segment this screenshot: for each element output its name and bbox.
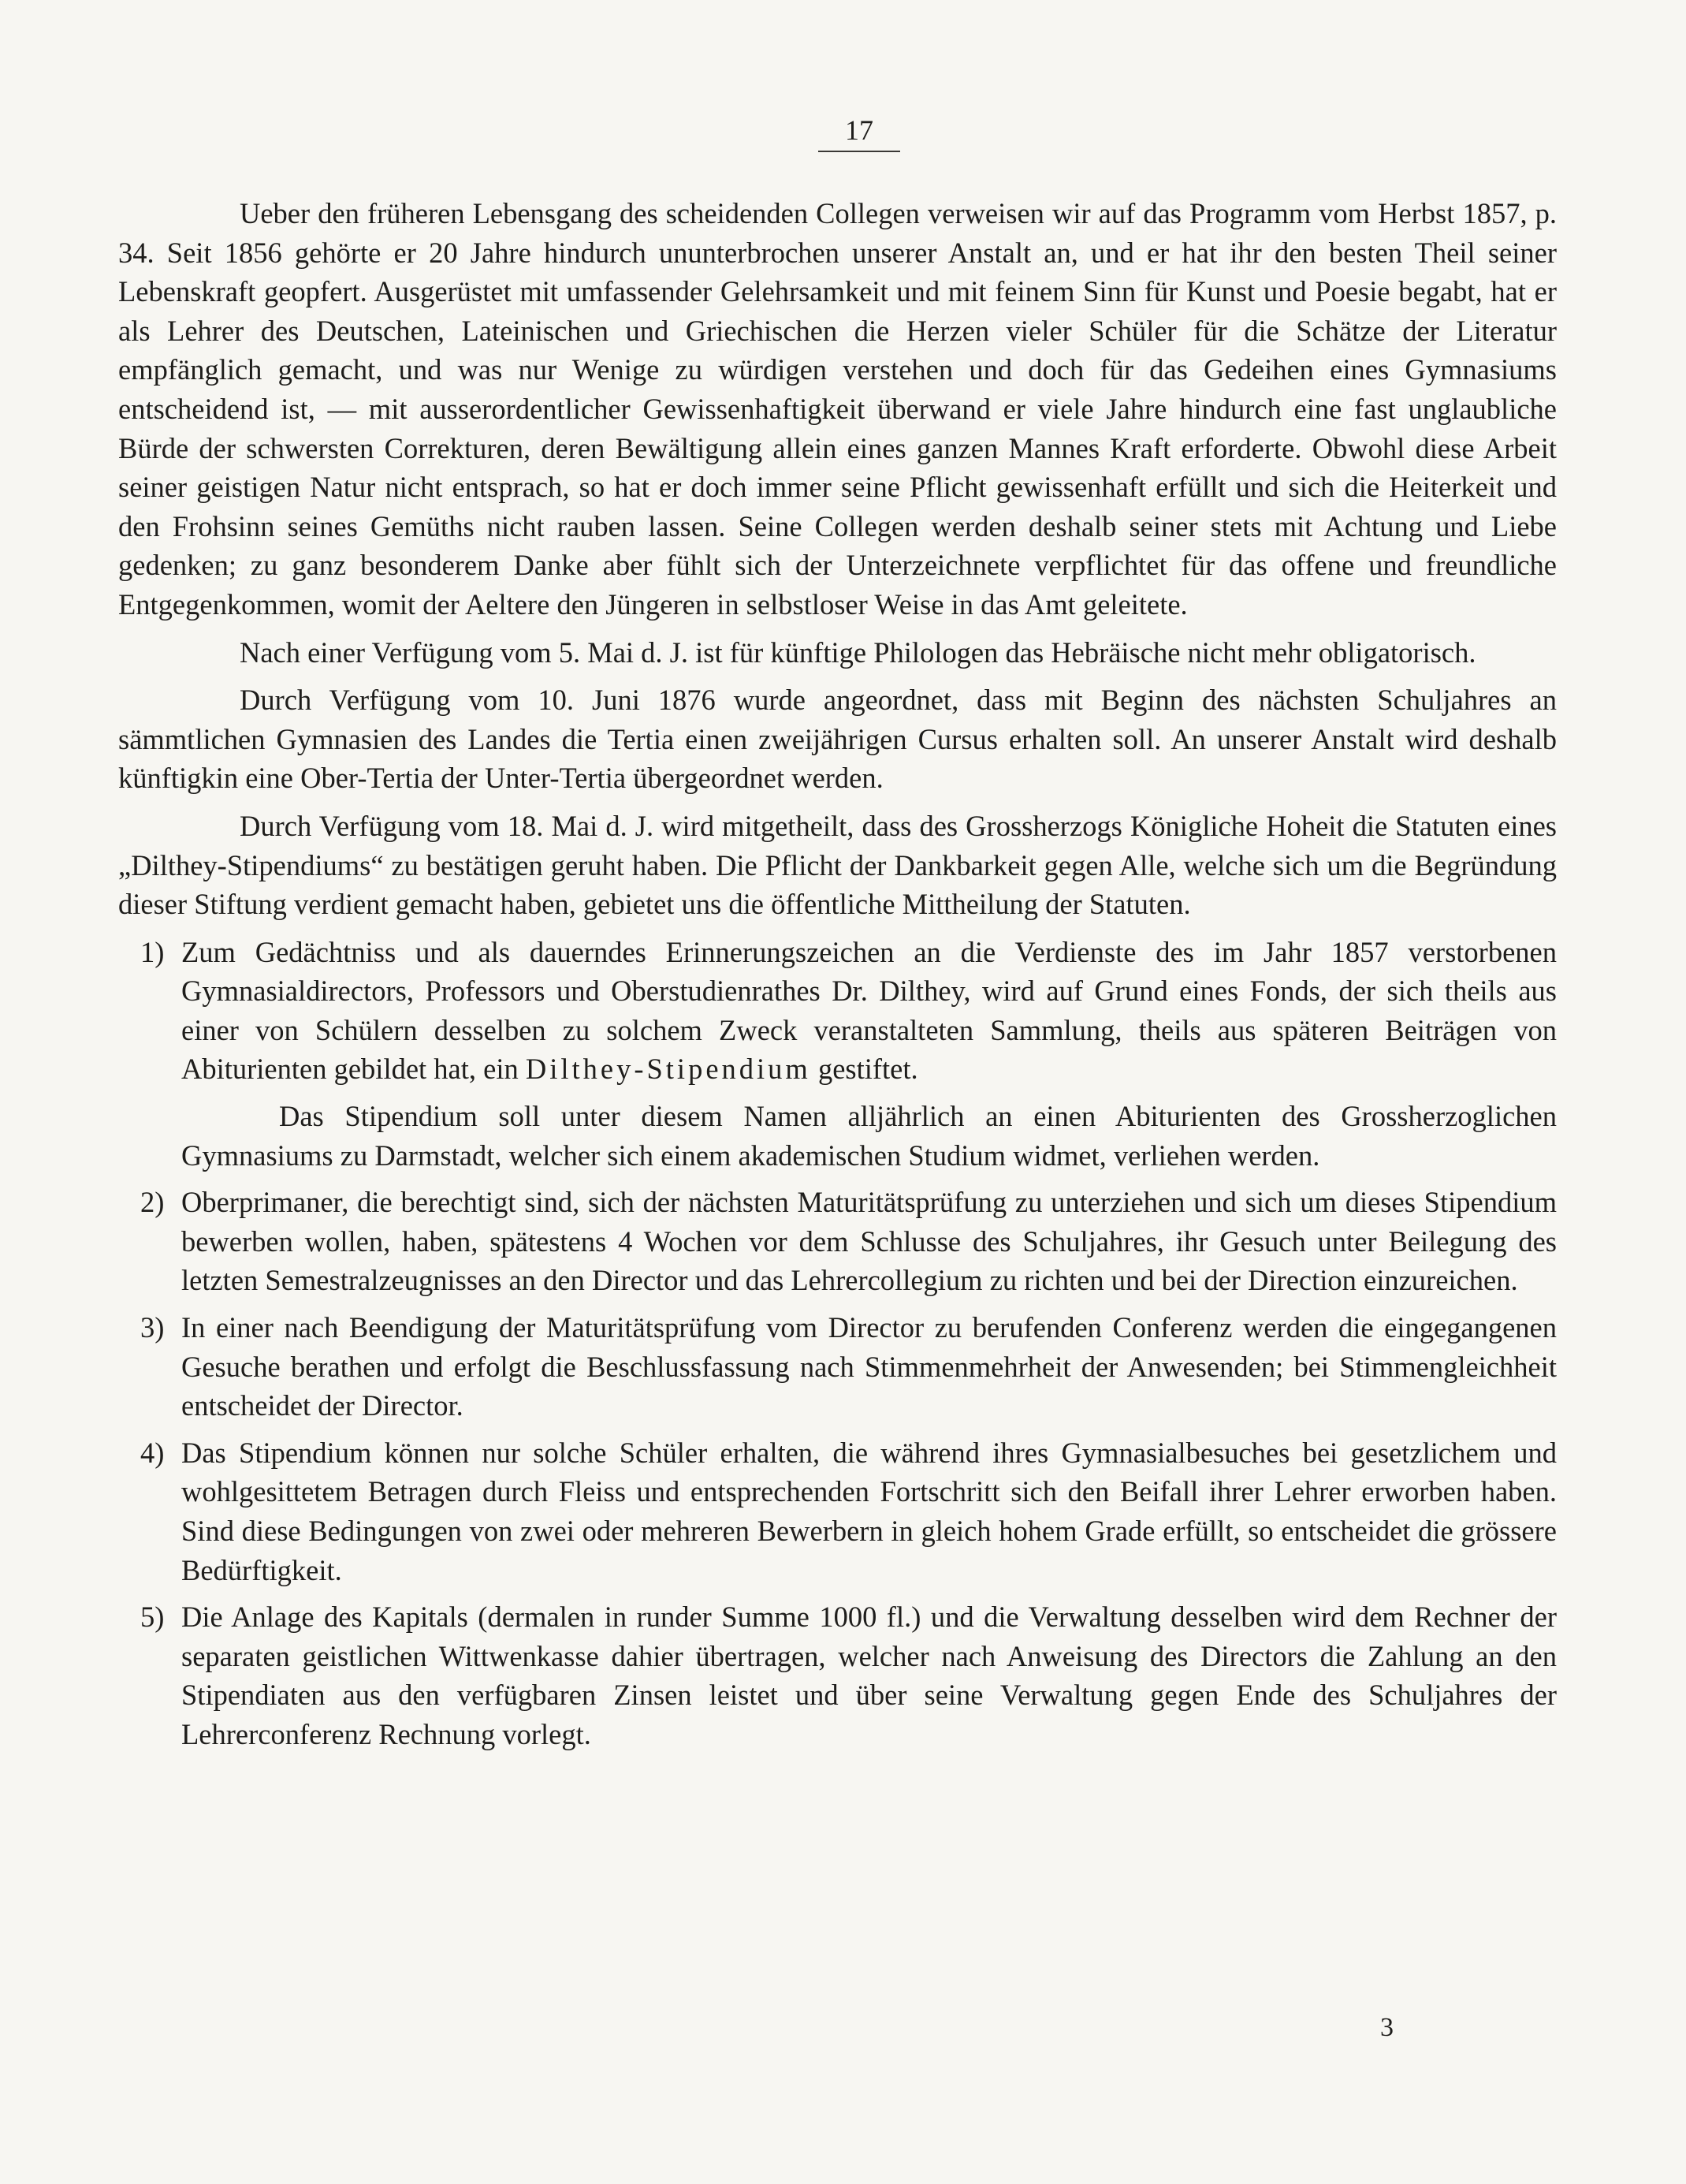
paragraph-hebrew: Nach einer Verfügung vom 5. Mai d. J. ist für künftige Philologen das Hebräische nicht mehr obligatorisch. xyxy=(240,635,1476,669)
paragraph-tertia: Durch Verfügung vom 10. Juni 1876 wurde angeordnet, dass mit Beginn des nächsten Schuljahres an sämmtlichen Gymnasien des Landes die Tertia einen zweijährigen Cursus erhalten soll. An unserer Anstalt wird deshalb künftigkin eine Ober-Tertia der Unter-Tertia übergeordnet werden. xyxy=(118,684,1557,795)
statute-text: Oberprimaner, die berechtigt sind, sich der nächsten Maturitätsprüfung zu unterziehen und sich um dieses Stipendium bewerben wollen, haben, spätestens 4 Wochen vor dem Schlusse des Schuljahres, ihr Gesuch unter Beilegung des letzten Semestralzeugnisses an den Director und das Lehrercollegium zu richten und bei der Direction einzureichen. xyxy=(181,1186,1557,1297)
statute-text-before: Zum Gedächtniss und als dauerndes Erinnerungszeichen an die Verdienste des im Jahr 1857 verstorbenen Gymnasialdirectors, Professors und Oberstudienrathes Dr. Dilthey, wird auf Grund eines Fonds, der sich theils aus einer von Schülern desselben zu solchem Zweck veranstalteten Sammlung, theils aus späteren Beiträgen von Abiturienten gebildet hat, ein xyxy=(181,935,1557,1086)
statute-number: 2) xyxy=(140,1186,165,1219)
statute-item xyxy=(118,1183,1557,1300)
signature-mark: 3 xyxy=(1380,2013,1394,2042)
statute-item xyxy=(118,1597,1557,1754)
statute-text: In einer nach Beendigung der Maturitätsprüfung vom Director zu berufenden Conferenz werden die eingegangenen Gesuche berathen und erfolgt die Beschlussfassung nach Stimmenmehrheit der Anwesenden; bei Stimmengleichheit entscheidet der Director. xyxy=(181,1311,1557,1422)
statute-subparagraph: Das Stipendium soll unter diesem Namen alljährlich an einen Abiturienten des Grossherzoglichen Gymnasiums zu Darmstadt, welcher sich einem akademischen Studium widmet, verliehen werden. xyxy=(181,1100,1557,1172)
statute-number: 5) xyxy=(140,1601,165,1634)
statute-text: Die Anlage des Kapitals (dermalen in runder Summe 1000 fl.) und die Verwaltung desselben wird dem Rechner der separaten geistlichen Wittwenkasse dahier übertragen, welcher nach Anweisung des Directors die Zahlung an den Stipendiaten aus den verfügbaren Zinsen leistet und über seine Verwaltung gegen Ende des Schuljahres der Lehrerconferenz Rechnung vorlegt. xyxy=(181,1601,1557,1750)
paragraph-stipendium: Durch Verfügung vom 18. Mai d. J. wird mitgetheilt, dass des Grossherzogs Königliche Hoheit die Statuten eines „Dilthey-Stipendiums“ zu bestätigen geruht haben. Die Pflicht der Dankbarkeit gegen Alle, welche sich um die Begründung dieser Stiftung verdient gemacht haben, gebietet uns die öffentliche Mittheilung der Statuten. xyxy=(118,809,1557,921)
statute-number: 4) xyxy=(140,1436,165,1469)
statute-item xyxy=(118,1308,1557,1426)
statute-number: 3) xyxy=(140,1311,165,1344)
statute-text-after: gestiftet. xyxy=(817,1053,918,1086)
page-number: 17 xyxy=(845,114,873,146)
statute-text xyxy=(181,933,1557,1089)
statute-item xyxy=(118,1433,1557,1590)
page-number-rule xyxy=(818,151,900,152)
body-text xyxy=(118,194,1557,1762)
stipendium-name: Dilthey-Stipendium xyxy=(525,1053,811,1086)
paragraph-farewell: Ueber den früheren Lebensgang des scheidenden Collegen verweisen wir auf das Programm vom Herbst 1857, p. 34. Seit 1856 gehörte er 20 Jahre hindurch ununterbrochen unserer Anstalt an, und er hat ihr den besten Theil seiner Lebenskraft geopfert. Ausgerüstet mit umfassender Gelehrsamkeit und mit feinem Sinn für Kunst und Poesie begabt, hat er als Lehrer des Deutschen, Lateinischen und Griechischen die Herzen vieler Schüler für die Schätze der Literatur empfänglich gemacht, und was nur Wenige zu würdigen verstehen und doch für das Gedeihen eines Gymnasiums entscheidend ist, — mit ausserordentlicher Gewissenhaftigkeit überwand er viele Jahre hindurch eine fast unglaubliche Bürde der schwersten Correkturen, deren Bewältigung allein eines ganzen Mannes Kraft erforderte. Obwohl diese Arbeit seiner geistigen Natur nicht entsprach, so hat er doch immer seine Pflicht gewissenhaft erfüllt und sich die Heiterkeit und den Frohsinn seines Gemüths nicht rauben lassen. Seine Collegen werden deshalb seiner stets mit Achtung und Liebe gedenken; zu ganz besonderem Danke aber fühlt sich der Unterzeichnete verpflichtet für das offene und freundliche Entgegenkommen, womit der Aeltere den Jüngeren in selbstloser Weise in das Amt geleitete. xyxy=(118,197,1557,621)
statute-item xyxy=(118,933,1557,1176)
statute-number: 1) xyxy=(140,935,165,968)
statute-text: Das Stipendium können nur solche Schüler erhalten, die während ihres Gymnasialbesuches bei gesetzlichem und wohlgesittetem Betragen durch Fleiss und entsprechenden Fortschritt sich den Beifall ihrer Lehrer erworben haben. Sind diese Bedingungen von zwei oder mehreren Bewerbern in gleich hohem Grade erfüllt, so entscheidet die grössere Bedürftigkeit. xyxy=(181,1436,1557,1586)
